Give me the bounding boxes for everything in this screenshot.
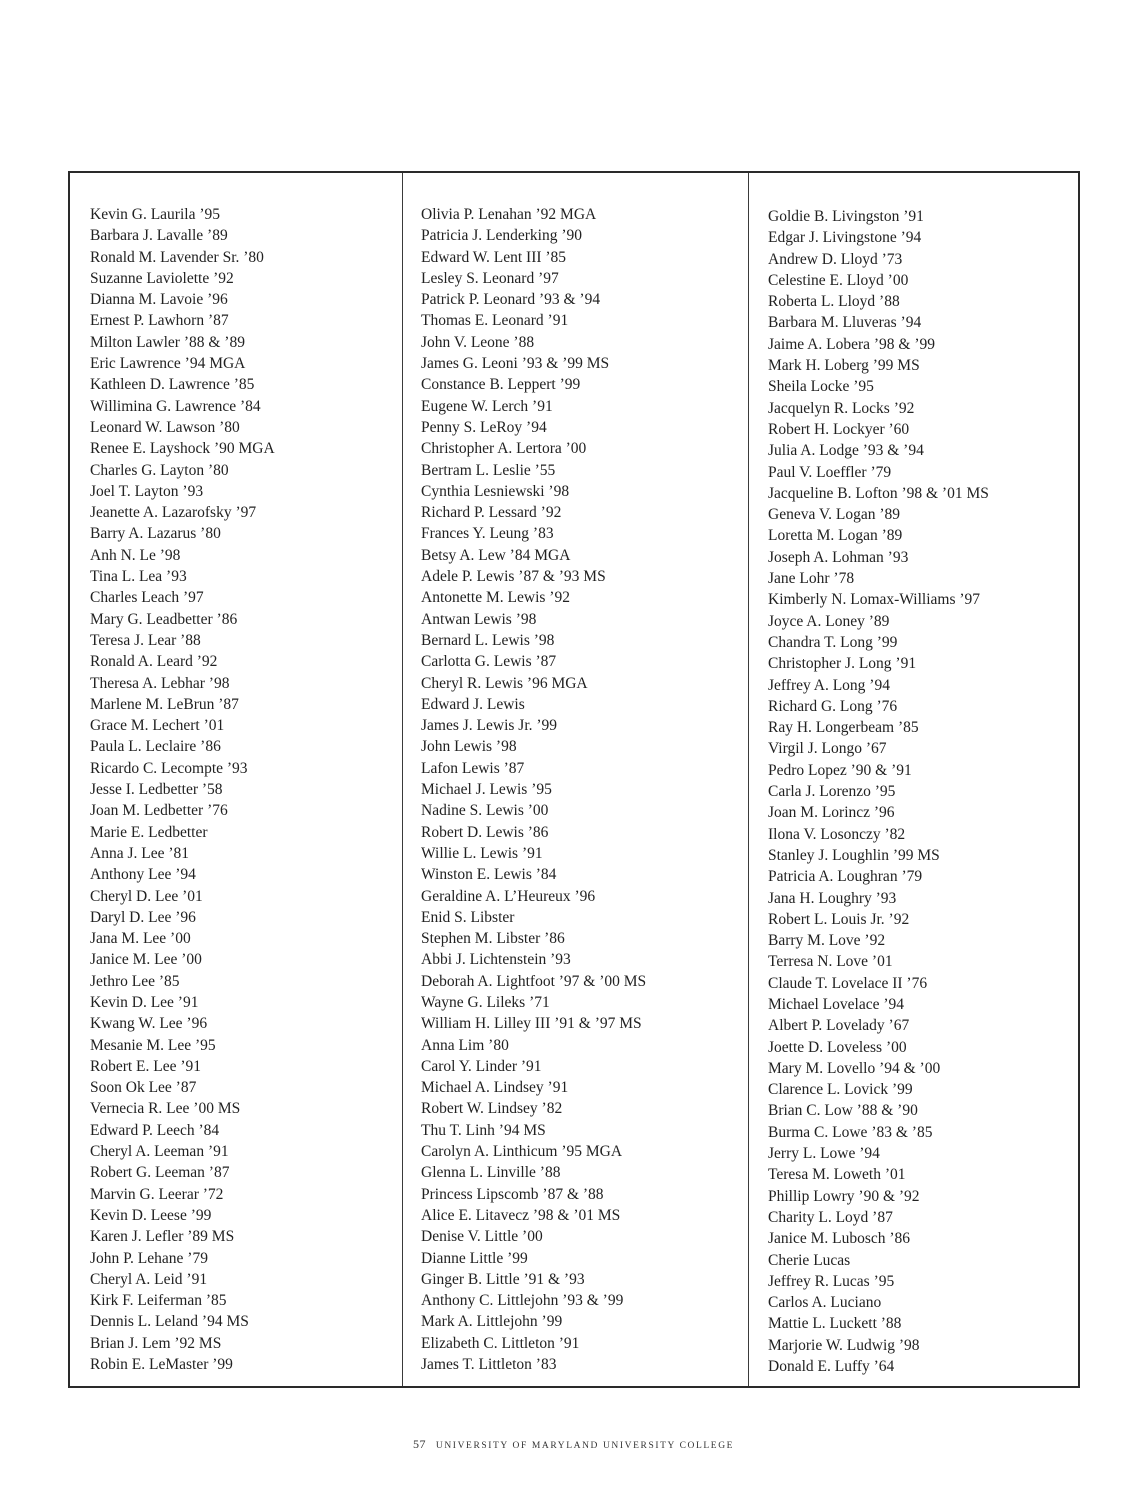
list-item: Teresa M. Loweth ’01 (768, 1166, 906, 1184)
list-item: Ilona V. Losonczy ’82 (768, 825, 906, 843)
list-item: Suzanne Laviolette ’92 (90, 269, 234, 287)
list-item: Dennis L. Leland ’94 MS (90, 1313, 249, 1331)
list-item: Cheryl A. Leid ’91 (90, 1270, 208, 1288)
list-item: Theresa A. Lebhar ’98 (90, 674, 230, 692)
list-item: Soon Ok Lee ’87 (90, 1079, 197, 1097)
list-item: Winston E. Lewis ’84 (421, 866, 557, 884)
list-item: Joette D. Loveless ’00 (768, 1038, 907, 1056)
list-item: Jane Lohr ’78 (768, 570, 855, 588)
list-item: Elizabeth C. Littleton ’91 (421, 1334, 580, 1352)
list-item: Cherie Lucas (768, 1251, 851, 1269)
list-item: Thu T. Linh ’94 MS (421, 1121, 546, 1139)
list-item: Frances Y. Leung ’83 (421, 525, 554, 543)
list-item: Celestine E. Lloyd ’00 (768, 271, 909, 289)
list-item: Thomas E. Leonard ’91 (421, 312, 569, 330)
list-item: Robert D. Lewis ’86 (421, 823, 549, 841)
list-item: Barbara M. Lluveras ’94 (768, 314, 922, 332)
list-item: Jana H. Loughry ’93 (768, 889, 897, 907)
list-item: Mark H. Loberg ’99 MS (768, 357, 920, 375)
list-item: Edward P. Leech ’84 (90, 1121, 220, 1139)
list-item: Jaime A. Lobera ’98 & ’99 (768, 335, 936, 353)
list-item: Ronald A. Leard ’92 (90, 653, 218, 671)
list-item: Betsy A. Lew ’84 MGA (421, 546, 571, 564)
list-item: Karen J. Lefler ’89 MS (90, 1228, 235, 1246)
list-item: Jerry L. Lowe ’94 (768, 1145, 880, 1163)
list-item: Antwan Lewis ’98 (421, 610, 537, 628)
list-item: Marlene M. LeBrun ’87 (90, 695, 239, 713)
list-item: Clarence L. Lovick ’99 (768, 1081, 913, 1099)
list-item: Penny S. LeRoy ’94 (421, 418, 547, 436)
list-item: Adele P. Lewis ’87 & ’93 MS (421, 568, 606, 586)
list-item: Robert W. Lindsey ’82 (421, 1100, 563, 1118)
list-item: Mattie L. Luckett ’88 (768, 1315, 902, 1333)
list-item: Janice M. Lubosch ’86 (768, 1230, 911, 1248)
list-item: Jacquelyn R. Locks ’92 (768, 399, 915, 417)
list-item: Claude T. Lovelace II ’76 (768, 974, 928, 992)
list-item: Teresa J. Lear ’88 (90, 631, 201, 649)
list-item: James G. Leoni ’93 & ’99 MS (421, 355, 610, 373)
list-item: Albert P. Lovelady ’67 (768, 1017, 910, 1035)
list-item: Geneva V. Logan ’89 (768, 506, 901, 524)
list-item: Milton Lawler ’88 & ’89 (90, 333, 245, 351)
list-item: Roberta L. Lloyd ’88 (768, 293, 900, 311)
list-item: Eric Lawrence ’94 MGA (90, 355, 246, 373)
list-item: Geraldine A. L’Heureux ’96 (421, 887, 596, 905)
list-item: Patrick P. Leonard ’93 & ’94 (421, 291, 601, 309)
list-item: Kevin D. Leese ’99 (90, 1206, 212, 1224)
list-item: Kathleen D. Lawrence ’85 (90, 376, 255, 394)
list-item: Ronald M. Lavender Sr. ’80 (90, 248, 264, 266)
list-item: Chandra T. Long ’99 (768, 633, 898, 651)
list-item: Robert E. Lee ’91 (90, 1057, 202, 1075)
list-item: Robert H. Lockyer ’60 (768, 420, 910, 438)
page-footer (0, 1437, 1147, 1452)
list-item: Willie L. Lewis ’91 (421, 844, 543, 862)
list-item: Marjorie W. Ludwig ’98 (768, 1336, 920, 1354)
list-item: Constance B. Leppert ’99 (421, 376, 581, 394)
list-item: Mesanie M. Lee ’95 (90, 1036, 216, 1054)
list-item: Enid S. Libster (421, 908, 515, 926)
list-item: Edward J. Lewis (421, 695, 525, 713)
list-item: Phillip Lowry ’90 & ’92 (768, 1187, 920, 1205)
list-item: Loretta M. Logan ’89 (768, 527, 903, 545)
list-item: Richard G. Long ’76 (768, 697, 898, 715)
list-item: Kwang W. Lee ’96 (90, 1015, 208, 1033)
list-item: Joseph A. Lohman ’93 (768, 548, 909, 566)
list-item: Anthony C. Littlejohn ’93 & ’99 (421, 1292, 624, 1310)
page-number: 57 (412, 1437, 426, 1451)
list-item: Joan M. Ledbetter ’76 (90, 802, 228, 820)
list-item: Patricia J. Lenderking ’90 (421, 227, 582, 245)
list-item: Michael A. Lindsey ’91 (421, 1079, 569, 1097)
list-item: Carlotta G. Lewis ’87 (421, 653, 557, 671)
list-item: Lesley S. Leonard ’97 (421, 269, 559, 287)
list-item: Robert L. Louis Jr. ’92 (768, 910, 910, 928)
list-item: Burma C. Lowe ’83 & ’85 (768, 1123, 933, 1141)
list-item: Michael J. Lewis ’95 (421, 781, 552, 799)
list-item: Jesse I. Ledbetter ’58 (90, 781, 223, 799)
list-item: Robert G. Leeman ’87 (90, 1164, 230, 1182)
list-item: Charles G. Layton ’80 (90, 461, 229, 479)
list-item: Edgar J. Livingstone ’94 (768, 229, 922, 247)
list-item: Nadine S. Lewis ’00 (421, 802, 549, 820)
name-list-frame (68, 171, 1080, 1388)
list-item: Brian C. Low ’88 & ’90 (768, 1102, 918, 1120)
list-item: Jeffrey A. Long ’94 (768, 676, 890, 694)
list-item: Barry A. Lazarus ’80 (90, 525, 221, 543)
list-item: Tina L. Lea ’93 (90, 568, 187, 586)
list-item: Ginger B. Little ’91 & ’93 (421, 1270, 585, 1288)
list-item: Cheryl D. Lee ’01 (90, 887, 203, 905)
list-item: Glenna L. Linville ’88 (421, 1164, 561, 1182)
list-item: Donald E. Luffy ’64 (768, 1358, 895, 1376)
name-list-3 (768, 206, 989, 1377)
list-item: Ray H. Longerbeam ’85 (768, 719, 919, 737)
list-item: Eugene W. Lerch ’91 (421, 397, 553, 415)
list-item: Daryl D. Lee ’96 (90, 908, 196, 926)
list-item: Richard P. Lessard ’92 (421, 504, 562, 522)
list-item: Deborah A. Lightfoot ’97 & ’00 MS (421, 972, 647, 990)
list-item: Anh N. Le ’98 (90, 546, 181, 564)
list-item: Paul V. Loeffler ’79 (768, 463, 892, 481)
list-item: Mary G. Leadbetter ’86 (90, 610, 238, 628)
list-item: Anna J. Lee ’81 (90, 844, 189, 862)
list-item: Jeanette A. Lazarofsky ’97 (90, 504, 257, 522)
list-item: Michael Lovelace ’94 (768, 995, 904, 1013)
list-item: Anna Lim ’80 (421, 1036, 509, 1054)
name-list-2 (421, 204, 646, 1375)
list-item: Dianna M. Lavoie ’96 (90, 291, 228, 309)
list-item: Christopher A. Lertora ’00 (421, 440, 587, 458)
list-item: Carolyn A. Linthicum ’95 MGA (421, 1143, 623, 1161)
list-item: Jacqueline B. Lofton ’98 & ’01 MS (768, 484, 989, 502)
list-item: Jeffrey R. Lucas ’95 (768, 1272, 895, 1290)
list-item: William H. Lilley III ’91 & ’97 MS (421, 1015, 642, 1033)
list-item: Paula L. Leclaire ’86 (90, 738, 221, 756)
list-item: Leonard W. Lawson ’80 (90, 418, 240, 436)
list-item: James T. Littleton ’83 (421, 1356, 557, 1374)
list-item: Carlos A. Luciano (768, 1294, 882, 1312)
list-item: Antonette M. Lewis ’92 (421, 589, 570, 607)
list-item: Mary M. Lovello ’94 & ’00 (768, 1059, 941, 1077)
list-item: Sheila Locke ’95 (768, 378, 874, 396)
list-item: Janice M. Lee ’00 (90, 951, 202, 969)
list-item: Marie E. Ledbetter (90, 823, 208, 841)
list-item: Joel T. Layton ’93 (90, 482, 204, 500)
list-item: Brian J. Lem ’92 MS (90, 1334, 222, 1352)
list-item: Willimina G. Lawrence ’84 (90, 397, 261, 415)
list-item: Robin E. LeMaster ’99 (90, 1356, 233, 1374)
list-item: John Lewis ’98 (421, 738, 517, 756)
list-item: Joan M. Lorincz ’96 (768, 804, 895, 822)
list-item: Dianne Little ’99 (421, 1249, 528, 1267)
list-item: Christopher J. Long ’91 (768, 655, 917, 673)
list-item: Marvin G. Leerar ’72 (90, 1185, 224, 1203)
list-item: Grace M. Lechert ’01 (90, 717, 225, 735)
list-item: Edward W. Lent III ’85 (421, 248, 567, 266)
list-item: Kevin G. Laurila ’95 (90, 206, 220, 223)
list-item: Cheryl R. Lewis ’96 MGA (421, 674, 588, 692)
list-item: Barbara J. Lavalle ’89 (90, 227, 228, 245)
list-item: Carol Y. Linder ’91 (421, 1057, 542, 1075)
list-item: Patricia A. Loughran ’79 (768, 868, 923, 886)
list-item: Renee E. Layshock ’90 MGA (90, 440, 275, 458)
name-column-2 (403, 173, 749, 1386)
list-item: John V. Leone ’88 (421, 333, 535, 351)
list-item: Bertram L. Leslie ’55 (421, 461, 556, 479)
list-item: Wayne G. Lileks ’71 (421, 993, 550, 1011)
list-item: Joyce A. Loney ’89 (768, 612, 890, 630)
list-item: Abbi J. Lichtenstein ’93 (421, 951, 571, 969)
list-item: Carla J. Lorenzo ’95 (768, 783, 896, 801)
list-item: Vernecia R. Lee ’00 MS (90, 1100, 241, 1118)
list-item: Jethro Lee ’85 (90, 972, 180, 990)
list-item: John P. Lehane ’79 (90, 1249, 208, 1267)
list-item: Lafon Lewis ’87 (421, 759, 525, 777)
list-item: James J. Lewis Jr. ’99 (421, 717, 558, 735)
list-item: Pedro Lopez ’90 & ’91 (768, 761, 912, 779)
list-item: Andrew D. Lloyd ’73 (768, 250, 903, 268)
list-item: Cheryl A. Leeman ’91 (90, 1143, 229, 1161)
list-item: Ernest P. Lawhorn ’87 (90, 312, 229, 330)
footer-organization: UNIVERSITY OF MARYLAND UNIVERSITY COLLEGE (435, 1441, 735, 1451)
name-column-1 (70, 173, 403, 1386)
name-column-3 (749, 173, 1078, 1386)
list-item: Charles Leach ’97 (90, 589, 204, 607)
list-item: Princess Lipscomb ’87 & ’88 (421, 1185, 604, 1203)
list-item: Kimberly N. Lomax-Williams ’97 (768, 591, 981, 609)
list-item: Alice E. Litavecz ’98 & ’01 MS (421, 1206, 621, 1224)
list-item: Cynthia Lesniewski ’98 (421, 482, 570, 500)
list-item: Anthony Lee ’94 (90, 866, 196, 884)
list-item: Bernard L. Lewis ’98 (421, 631, 555, 649)
list-item: Stephen M. Libster ’86 (421, 930, 565, 948)
list-item: Kirk F. Leiferman ’85 (90, 1292, 227, 1310)
list-item: Jana M. Lee ’00 (90, 930, 191, 948)
list-item: Terresa N. Love ’01 (768, 953, 893, 971)
list-item: Charity L. Loyd ’87 (768, 1208, 893, 1226)
list-item: Mark A. Littlejohn ’99 (421, 1313, 563, 1331)
name-list-1 (90, 204, 275, 1375)
list-item: Virgil J. Longo ’67 (768, 740, 887, 758)
list-item: Goldie B. Livingston ’91 (768, 208, 924, 225)
list-item: Julia A. Lodge ’93 & ’94 (768, 442, 924, 460)
list-item: Kevin D. Lee ’91 (90, 993, 199, 1011)
list-item: Ricardo C. Lecompte ’93 (90, 759, 248, 777)
list-item: Stanley J. Loughlin ’99 MS (768, 846, 940, 864)
list-item: Barry M. Love ’92 (768, 932, 886, 950)
list-item: Olivia P. Lenahan ’92 MGA (421, 206, 597, 223)
list-item: Denise V. Little ’00 (421, 1228, 543, 1246)
